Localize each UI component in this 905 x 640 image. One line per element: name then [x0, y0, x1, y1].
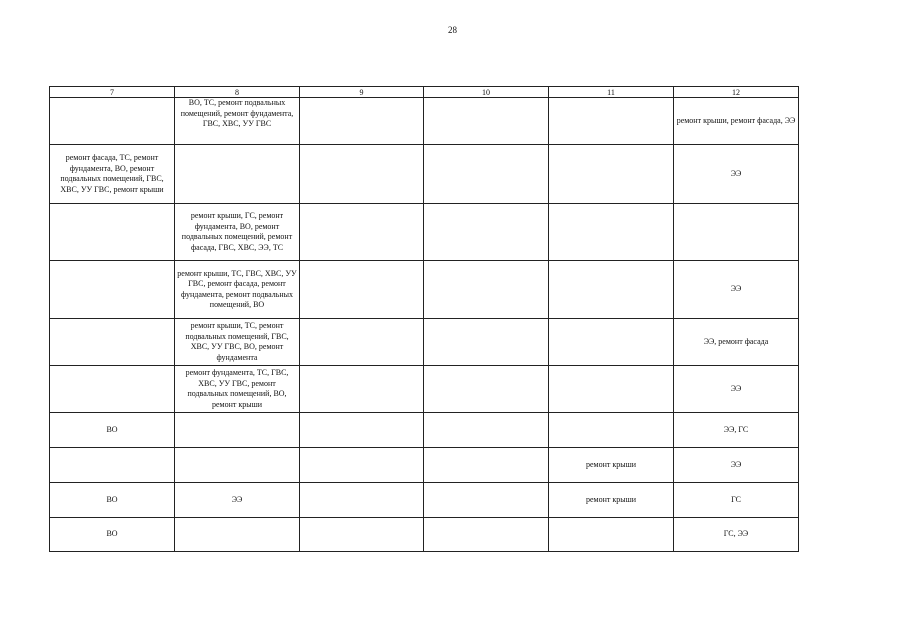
table-cell: ВО — [50, 518, 175, 552]
table-cell — [549, 413, 674, 448]
table-cell: ГС, ЭЭ — [674, 518, 799, 552]
table-cell — [674, 204, 799, 261]
table-cell — [549, 261, 674, 319]
table-cell — [549, 518, 674, 552]
table-cell — [300, 366, 424, 413]
table-cell: ремонт крыши, ремонт фасада, ЭЭ — [674, 98, 799, 145]
table-cell — [300, 518, 424, 552]
table-row — [50, 483, 799, 518]
page-number: 28 — [448, 25, 457, 35]
table-cell: ВО — [50, 483, 175, 518]
table-cell — [175, 448, 300, 483]
table-cell — [424, 145, 549, 204]
column-header: 12 — [674, 87, 799, 98]
table-cell — [424, 518, 549, 552]
table-cell — [50, 319, 175, 366]
table-cell: ГС — [674, 483, 799, 518]
table-cell — [50, 98, 175, 145]
table-cell — [50, 261, 175, 319]
table-row — [50, 319, 799, 366]
table-cell — [175, 518, 300, 552]
table-cell — [424, 483, 549, 518]
table-cell — [300, 483, 424, 518]
table-cell: ЭЭ, ГС — [674, 413, 799, 448]
column-header: 11 — [549, 87, 674, 98]
table-row — [50, 448, 799, 483]
column-header: 7 — [50, 87, 175, 98]
table-cell: ЭЭ, ремонт фасада — [674, 319, 799, 366]
table-row — [50, 145, 799, 204]
table-cell: ЭЭ — [674, 448, 799, 483]
table-row — [50, 518, 799, 552]
table-cell: ремонт крыши, ГС, ремонт фундамента, ВО, ремонт подвальных помещений, ремонт фасада, ГВС, ХВС, ЭЭ, ТС — [175, 204, 300, 261]
table-cell — [549, 319, 674, 366]
table-row — [50, 366, 799, 413]
data-table — [49, 86, 799, 552]
table-cell — [300, 319, 424, 366]
column-header: 9 — [300, 87, 424, 98]
column-header: 10 — [424, 87, 549, 98]
table-cell: ремонт крыши, ТС, ремонт подвальных помещений, ГВС, ХВС, УУ ГВС, ВО, ремонт фундамента — [175, 319, 300, 366]
table-row — [50, 261, 799, 319]
column-header: 8 — [175, 87, 300, 98]
table-cell — [424, 366, 549, 413]
table-cell — [549, 204, 674, 261]
table-cell — [424, 413, 549, 448]
table-cell: ремонт фасада, ТС, ремонт фундамента, ВО, ремонт подвальных помещений, ГВС, ХВС, УУ ГВС, ремонт крыши — [50, 145, 175, 204]
table-cell — [424, 204, 549, 261]
table-cell — [424, 261, 549, 319]
table-cell: ЭЭ — [674, 145, 799, 204]
table-cell — [300, 204, 424, 261]
table-cell — [175, 413, 300, 448]
table-cell — [424, 319, 549, 366]
table-row — [50, 413, 799, 448]
table-cell — [300, 413, 424, 448]
table-cell: ремонт крыши, ТС, ГВС, ХВС, УУ ГВС, ремонт фасада, ремонт фундамента, ремонт подвальных помещений, ВО — [175, 261, 300, 319]
table-cell — [300, 448, 424, 483]
table-cell: ЭЭ — [175, 483, 300, 518]
table-cell — [549, 98, 674, 145]
table-cell — [300, 145, 424, 204]
header-row — [50, 87, 799, 98]
table-cell: ВО, ТС, ремонт подвальных помещений, ремонт фундамента, ГВС, ХВС, УУ ГВС — [175, 98, 300, 145]
table-cell — [549, 145, 674, 204]
table-cell: ремонт крыши — [549, 448, 674, 483]
table-cell — [424, 448, 549, 483]
table-cell — [50, 366, 175, 413]
table-cell — [50, 448, 175, 483]
table-cell — [300, 261, 424, 319]
table-cell: ЭЭ — [674, 261, 799, 319]
table-cell — [175, 145, 300, 204]
table-cell: ремонт крыши — [549, 483, 674, 518]
table-cell: ЭЭ — [674, 366, 799, 413]
table-cell — [50, 204, 175, 261]
table-cell — [549, 366, 674, 413]
table-row — [50, 204, 799, 261]
table-cell — [300, 98, 424, 145]
table-row — [50, 98, 799, 145]
table-cell — [424, 98, 549, 145]
table-cell: ВО — [50, 413, 175, 448]
table-cell: ремонт фундамента, ТС, ГВС, ХВС, УУ ГВС, ремонт подвальных помещений, ВО, ремонт крыши — [175, 366, 300, 413]
